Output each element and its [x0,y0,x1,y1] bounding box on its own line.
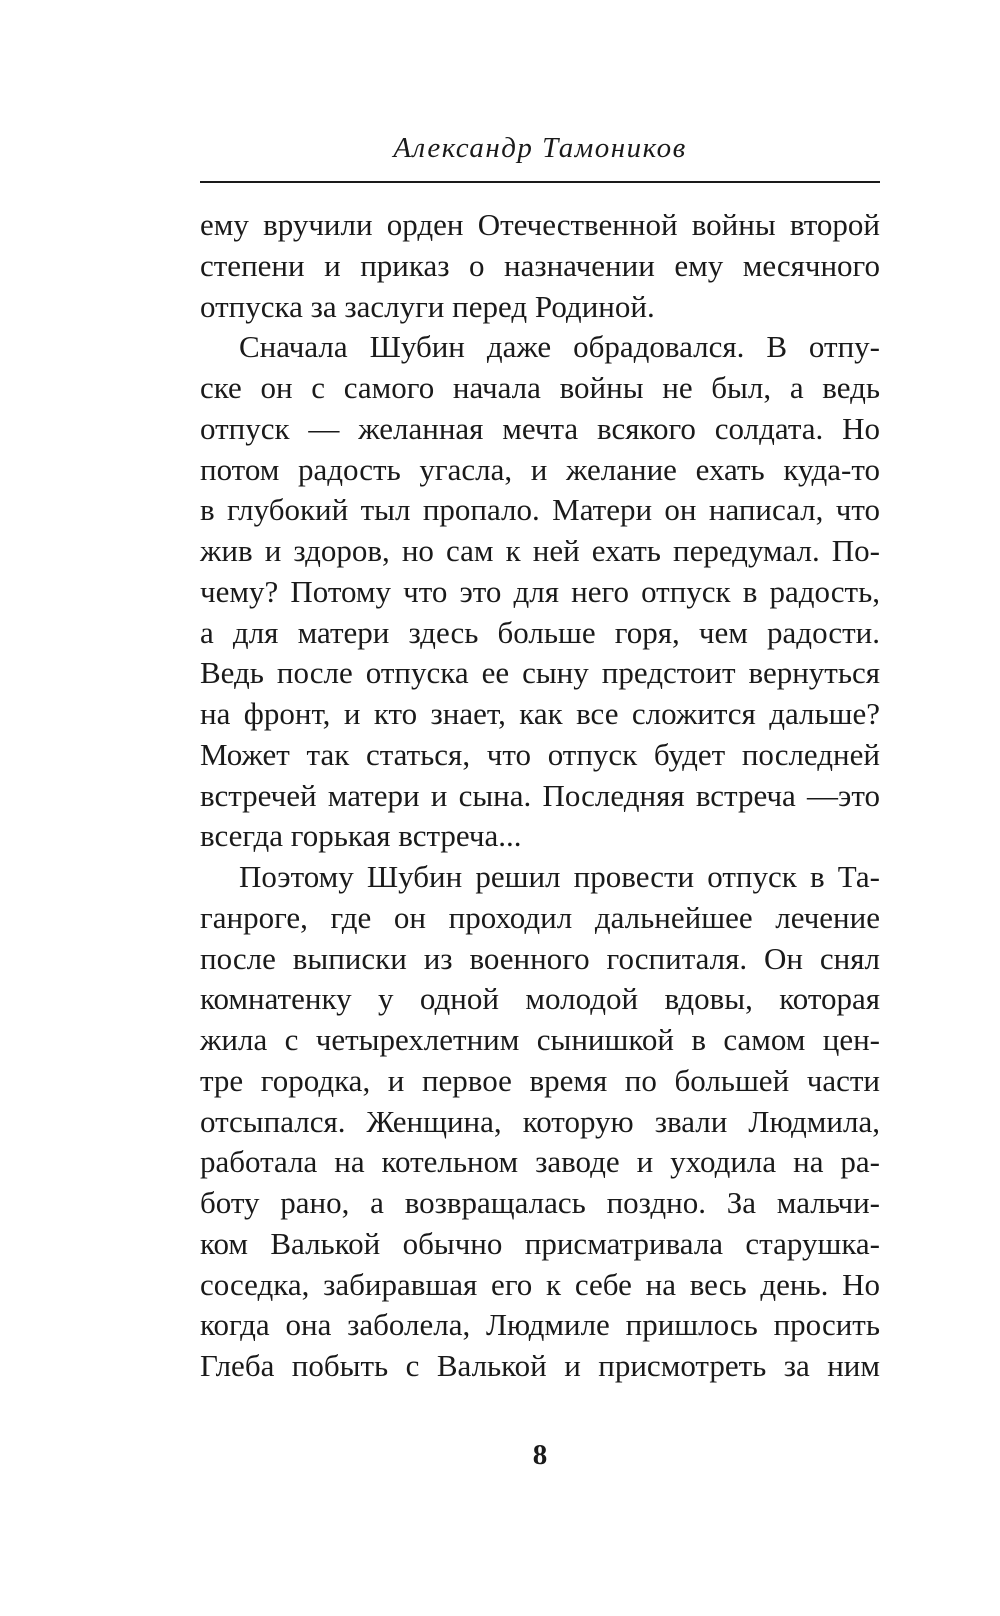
text-line: соседка, забиравшая его к себе на весь день. Но [200,1266,880,1302]
text-line: Может так статься, что отпуск будет последней [200,736,880,772]
text-line: отпуск — желанная мечта всякого солдата. Но [200,410,880,446]
text-line: боту рано, а возвращалась поздно. За мальчи- [200,1185,880,1220]
text-line: работала на котельном заводе и уходила на ра- [200,1144,880,1180]
text-line: ске он с самого начала войны не был, а ведь [200,370,880,405]
text-line: жив и здоров, но сам к ней ехать передумал. По- [200,533,880,568]
text-line: степени и приказ о назначении ему месячного [200,247,880,283]
text-line: после выписки из военного госпиталя. Он снял [200,940,880,976]
page-number: 8 [532,1439,548,1471]
text-line: тре городка, и первое время по большей части [200,1062,880,1098]
text-line: чему? Потому что это для него отпуск в радость, [200,573,880,609]
text-line: комнатенку у одной молодой вдовы, которая [200,981,880,1017]
text-line: когда она заболела, Людмиле пришлось просить [200,1307,880,1343]
text-line: Сначала Шубин даже обрадовался. В отпу- [239,329,880,365]
text-line: Глеба побыть с Валькой и присмотреть за ним [200,1348,880,1383]
text-line: отсыпался. Женщина, которую звали Людмила, [200,1103,880,1139]
running-head-author: Александр Тамоников [393,132,687,164]
text-line: ему вручили орден Отечественной войны второй [200,207,880,242]
header-rule [200,181,880,183]
text-line: в глубокий тыл пропало. Матери он написал, что [200,492,880,528]
text-line: потом радость угасла, и желание ехать куда-то [200,451,880,487]
text-line: а для матери здесь больше горя, чем радости. [200,614,880,650]
text-line: Поэтому Шубин решил провести отпуск в Та- [239,859,880,894]
text-line: на фронт, и кто знает, как все сложится дальше? [200,696,880,731]
text-line: Ведь после отпуска ее сыну предстоит вернуться [200,655,880,691]
text-line: отпуска за заслуги перед Родиной. [200,288,655,324]
text-line: всегда горькая встреча... [200,818,522,854]
text-line: ганроге, где он проходил дальнейшее лечение [200,899,880,935]
text-line: жила с четырехлетним сынишкой в самом цен- [200,1022,880,1057]
text-line: ком Валькой обычно присматривала старушка- [200,1225,880,1261]
body-text [200,205,880,1387]
text-line: встречей матери и сына. Последняя встреча —это [200,777,880,813]
